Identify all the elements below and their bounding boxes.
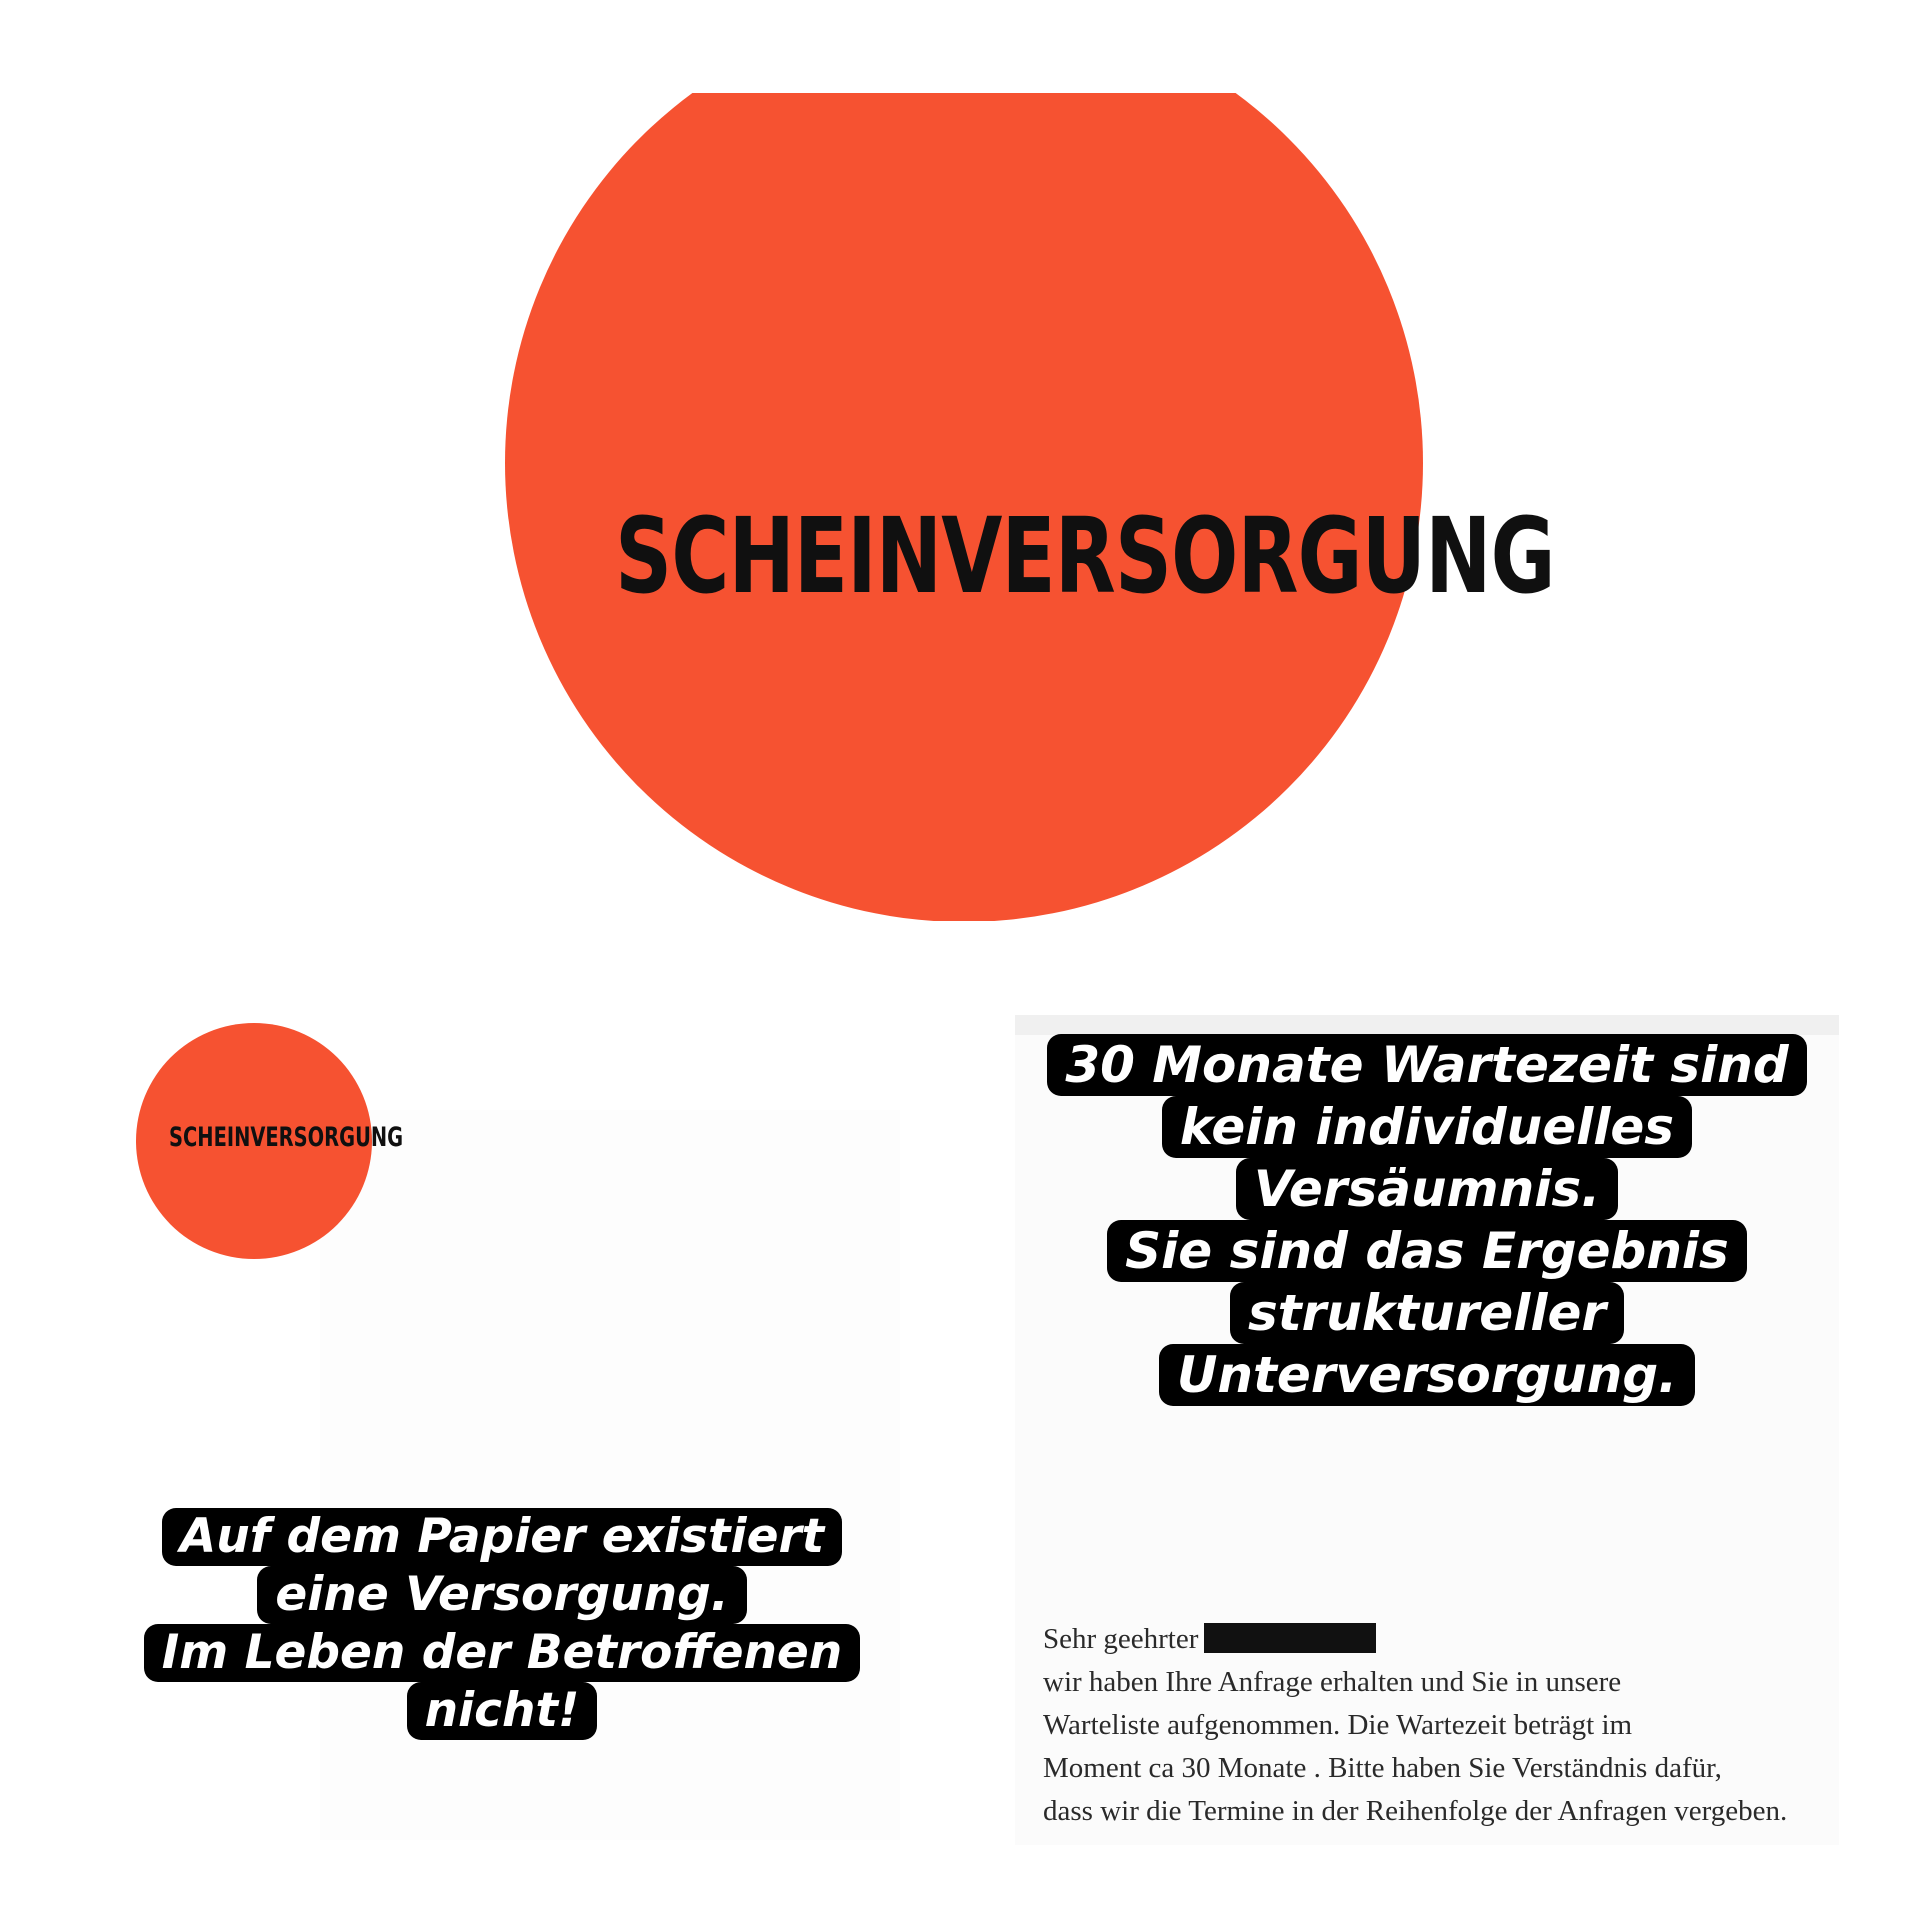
right-panel-top-strip [1015, 1015, 1839, 1035]
letter-line: wir haben Ihre Anfrage erhalten und Sie in unsere [1043, 1666, 1622, 1698]
letter-salutation-line [1043, 1618, 1843, 1661]
letter-line: Moment ca 30 Monate . Bitte haben Sie Verständnis dafür, [1043, 1752, 1722, 1784]
statement-line: 30 Monate Wartezeit sind [1047, 1034, 1806, 1096]
statement-line: kein individuelles [1162, 1096, 1692, 1158]
letter-line: dass wir die Termine in der Reihenfolge der Anfragen vergeben. [1043, 1795, 1788, 1827]
statement-line: nicht! [407, 1682, 598, 1740]
big-logo-title: SCHEINVERSORGUNG [615, 495, 1555, 617]
statement-line: Unterversorgung. [1159, 1344, 1695, 1406]
statement-line: struktureller [1230, 1282, 1624, 1344]
statement-line: Im Leben der Betroffenen [144, 1624, 861, 1682]
redaction-bar [1204, 1623, 1376, 1653]
statement-line: Sie sind das Ergebnis [1107, 1220, 1747, 1282]
statement-line: Versäumnis. [1236, 1158, 1618, 1220]
big-logo [0, 93, 1920, 921]
letter-salutation: Sehr geehrter [1043, 1623, 1199, 1655]
statement-line: Auf dem Papier existiert [162, 1508, 842, 1566]
right-statement [1015, 1034, 1839, 1406]
statement-line: eine Versorgung. [257, 1566, 746, 1624]
small-logo-title: SCHEINVERSORGUNG [169, 1122, 404, 1153]
letter-line: Warteliste aufgenommen. Die Wartezeit beträgt im [1043, 1709, 1633, 1741]
left-statement [90, 1508, 914, 1740]
small-logo [136, 1023, 404, 1259]
letter-excerpt [1043, 1618, 1843, 1833]
